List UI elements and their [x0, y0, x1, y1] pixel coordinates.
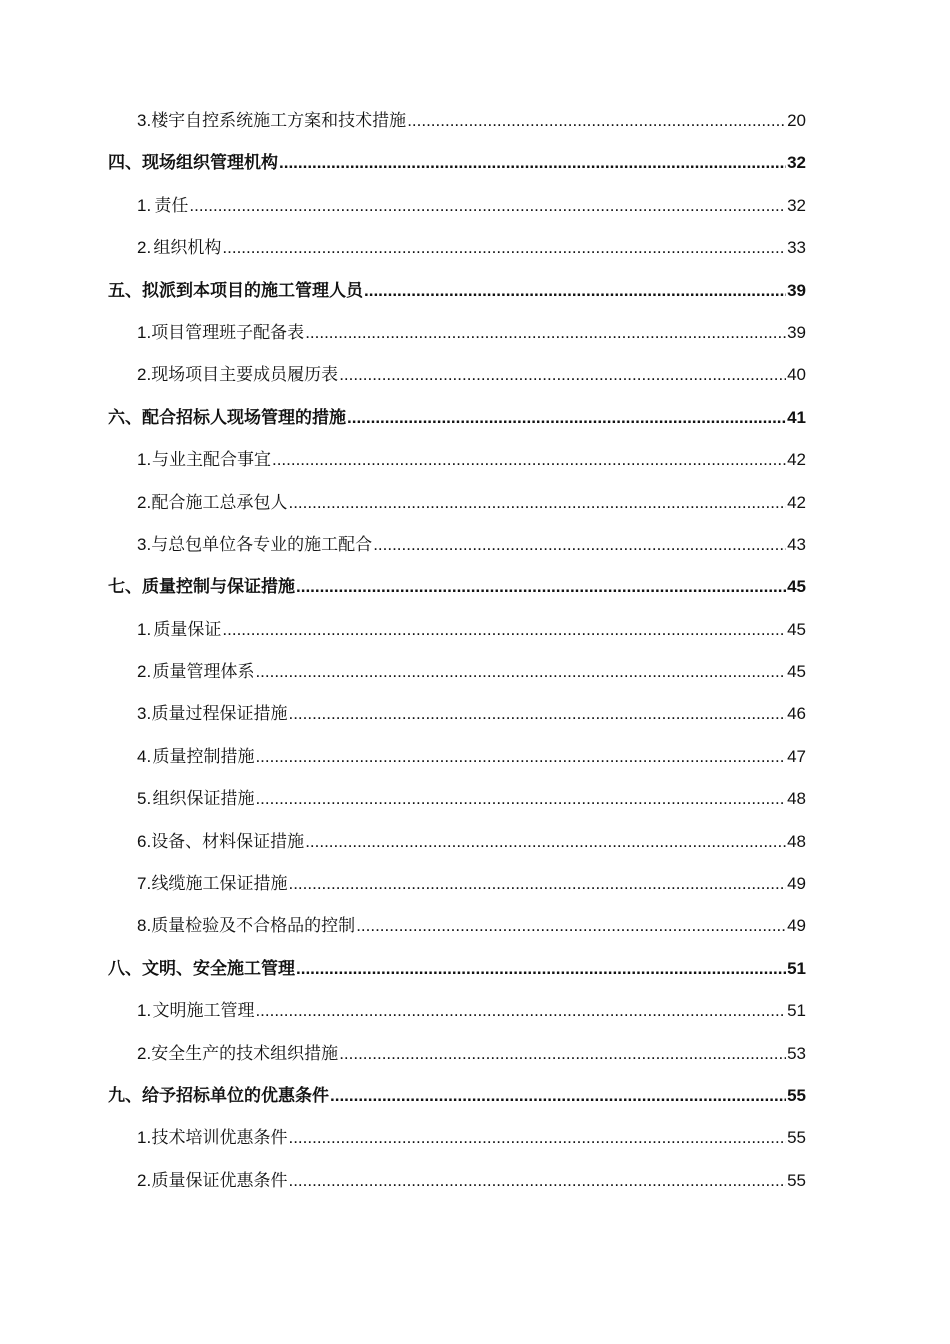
- toc-dot-leader: [288, 704, 786, 724]
- toc-entry-page-number: 46: [787, 704, 806, 724]
- toc-dot-leader: [305, 832, 786, 852]
- toc-section-entry[interactable]: [108, 1081, 806, 1123]
- toc-entry-number: 1.: [137, 1128, 152, 1148]
- toc-entry-title: 责任: [154, 195, 189, 216]
- toc-subsection-entry[interactable]: [108, 191, 806, 233]
- toc-subsection-entry[interactable]: [108, 784, 806, 826]
- toc-entry-page-number: 39: [787, 322, 806, 342]
- toc-entry-title: 质量保证优惠条件: [151, 1170, 288, 1191]
- toc-dot-leader: [296, 577, 786, 597]
- toc-entry-number: 3.: [137, 704, 152, 724]
- toc-dot-leader: [288, 493, 786, 513]
- toc-entry-page-number: 43: [787, 534, 806, 554]
- toc-entry-title: 七、质量控制与保证措施: [108, 577, 295, 598]
- toc-entry-page-number: 53: [787, 1043, 806, 1063]
- toc-entry-title: 质量过程保证措施: [151, 704, 288, 725]
- toc-entry-number: 8.: [137, 916, 152, 936]
- toc-subsection-entry[interactable]: [108, 233, 806, 275]
- toc-entry-page-number: 55: [787, 1085, 806, 1105]
- toc-dot-leader: [272, 450, 786, 470]
- toc-dot-leader: [288, 874, 786, 894]
- toc-entry-title: 现场项目主要成员履历表: [151, 365, 339, 386]
- toc-entry-page-number: 49: [787, 874, 806, 894]
- toc-entry-title: 四、现场组织管理机构: [108, 153, 278, 174]
- toc-dot-leader: [364, 281, 786, 301]
- toc-entry-title: 六、配合招标人现场管理的措施: [108, 407, 346, 428]
- toc-entry-page-number: 51: [787, 958, 806, 978]
- toc-entry-title: 线缆施工保证措施: [151, 874, 288, 895]
- toc-subsection-entry[interactable]: [108, 615, 806, 657]
- toc-entry-page-number: 42: [787, 450, 806, 470]
- toc-subsection-entry[interactable]: [108, 530, 806, 572]
- toc-entry-page-number: 42: [787, 492, 806, 512]
- toc-entry-page-number: 45: [787, 662, 806, 682]
- toc-entry-title: 设备、材料保证措施: [151, 831, 305, 852]
- toc-entry-number: 1.: [137, 450, 152, 470]
- toc-entry-page-number: 48: [787, 789, 806, 809]
- toc-entry-page-number: 45: [787, 577, 806, 597]
- toc-entry-title: 质量控制措施: [152, 746, 255, 767]
- toc-subsection-entry[interactable]: [108, 742, 806, 784]
- toc-subsection-entry[interactable]: [108, 911, 806, 953]
- toc-dot-leader: [288, 1171, 786, 1191]
- toc-entry-number: 1.: [137, 195, 152, 215]
- toc-entry-number: 3.: [137, 111, 152, 130]
- toc-dot-leader: [255, 662, 786, 682]
- toc-dot-leader: [288, 1128, 786, 1148]
- toc-entry-page-number: 40: [787, 365, 806, 385]
- toc-entry-title: 质量管理体系: [152, 662, 255, 683]
- toc-section-entry[interactable]: [108, 954, 806, 996]
- toc-dot-leader: [255, 789, 786, 809]
- toc-dot-leader: [339, 365, 786, 385]
- toc-entry-number: 6.: [137, 831, 152, 851]
- toc-dot-leader: [339, 1044, 786, 1064]
- toc-dot-leader: [407, 111, 786, 131]
- toc-subsection-entry[interactable]: [108, 869, 806, 911]
- toc-entry-page-number: 20: [787, 111, 806, 130]
- toc-subsection-entry[interactable]: [108, 106, 806, 148]
- toc-entry-page-number: 55: [787, 1128, 806, 1148]
- toc-section-entry[interactable]: [108, 148, 806, 190]
- toc-entry-number: 2.: [137, 1170, 152, 1190]
- toc-subsection-entry[interactable]: [108, 1166, 806, 1208]
- toc-entry-page-number: 55: [787, 1170, 806, 1190]
- toc-dot-leader: [330, 1086, 786, 1106]
- toc-entry-title: 楼宇自控系统施工方案和技术措施: [151, 111, 407, 131]
- toc-entry-number: 3.: [137, 534, 152, 554]
- toc-dot-leader: [189, 196, 786, 216]
- toc-dot-leader: [356, 916, 786, 936]
- toc-entry-title: 组织保证措施: [152, 789, 255, 810]
- toc-dot-leader: [222, 620, 786, 640]
- toc-entry-number: 2.: [137, 492, 152, 512]
- toc-entry-number: 2.: [137, 238, 152, 258]
- toc-entry-number: 1.: [137, 619, 152, 639]
- toc-entry-page-number: 32: [787, 153, 806, 173]
- toc-subsection-entry[interactable]: [108, 699, 806, 741]
- toc-subsection-entry[interactable]: [108, 360, 806, 402]
- toc-entry-number: 7.: [137, 874, 152, 894]
- toc-subsection-entry[interactable]: [108, 996, 806, 1038]
- toc-entry-title: 质量保证: [153, 619, 222, 640]
- toc-dot-leader: [279, 153, 786, 173]
- toc-entry-page-number: 41: [787, 407, 806, 427]
- table-of-contents: [108, 106, 806, 1208]
- toc-entry-title: 安全生产的技术组织措施: [151, 1043, 339, 1064]
- toc-entry-title: 配合施工总承包人: [151, 492, 288, 513]
- toc-entry-title: 九、给予招标单位的优惠条件: [108, 1085, 329, 1106]
- toc-entry-page-number: 32: [787, 195, 806, 215]
- toc-entry-page-number: 49: [787, 916, 806, 936]
- toc-entry-title: 项目管理班子配备表: [151, 322, 305, 343]
- toc-dot-leader: [347, 408, 786, 428]
- toc-subsection-entry[interactable]: [108, 445, 806, 487]
- toc-dot-leader: [305, 323, 786, 343]
- toc-dot-leader: [255, 1001, 786, 1021]
- toc-dot-leader: [222, 238, 786, 258]
- toc-subsection-entry[interactable]: [108, 318, 806, 360]
- toc-entry-number: 2.: [137, 662, 152, 682]
- toc-entry-title: 与总包单位各专业的施工配合: [151, 534, 373, 555]
- toc-entry-page-number: 48: [787, 831, 806, 851]
- toc-entry-number: 2.: [137, 1043, 152, 1063]
- toc-entry-title: 与业主配合事宜: [151, 450, 271, 471]
- toc-subsection-entry[interactable]: [108, 1039, 806, 1081]
- toc-entry-number: 5.: [137, 789, 152, 809]
- toc-entry-number: 4.: [137, 746, 152, 766]
- toc-section-entry[interactable]: [108, 276, 806, 318]
- toc-entry-page-number: 47: [787, 746, 806, 766]
- toc-entry-number: 1.: [137, 322, 152, 342]
- toc-dot-leader: [373, 535, 786, 555]
- toc-entry-title: 质量检验及不合格品的控制: [151, 916, 356, 937]
- toc-section-entry[interactable]: [108, 403, 806, 445]
- toc-dot-leader: [296, 959, 786, 979]
- toc-entry-title: 八、文明、安全施工管理: [108, 958, 295, 979]
- toc-subsection-entry[interactable]: [108, 1123, 806, 1165]
- toc-entry-title: 组织机构: [153, 238, 222, 259]
- toc-entry-number: 2.: [137, 365, 152, 385]
- toc-entry-title: 技术培训优惠条件: [151, 1128, 288, 1149]
- toc-section-entry[interactable]: [108, 572, 806, 614]
- toc-entry-page-number: 51: [787, 1001, 806, 1021]
- toc-entry-page-number: 33: [787, 238, 806, 258]
- toc-subsection-entry[interactable]: [108, 488, 806, 530]
- toc-entry-page-number: 45: [787, 619, 806, 639]
- toc-entry-page-number: 39: [787, 280, 806, 300]
- toc-subsection-entry[interactable]: [108, 827, 806, 869]
- toc-entry-number: 1.: [137, 1001, 152, 1021]
- toc-subsection-entry[interactable]: [108, 657, 806, 699]
- toc-dot-leader: [255, 747, 786, 767]
- toc-entry-title: 五、拟派到本项目的施工管理人员: [108, 280, 363, 301]
- toc-entry-title: 文明施工管理: [152, 1001, 255, 1022]
